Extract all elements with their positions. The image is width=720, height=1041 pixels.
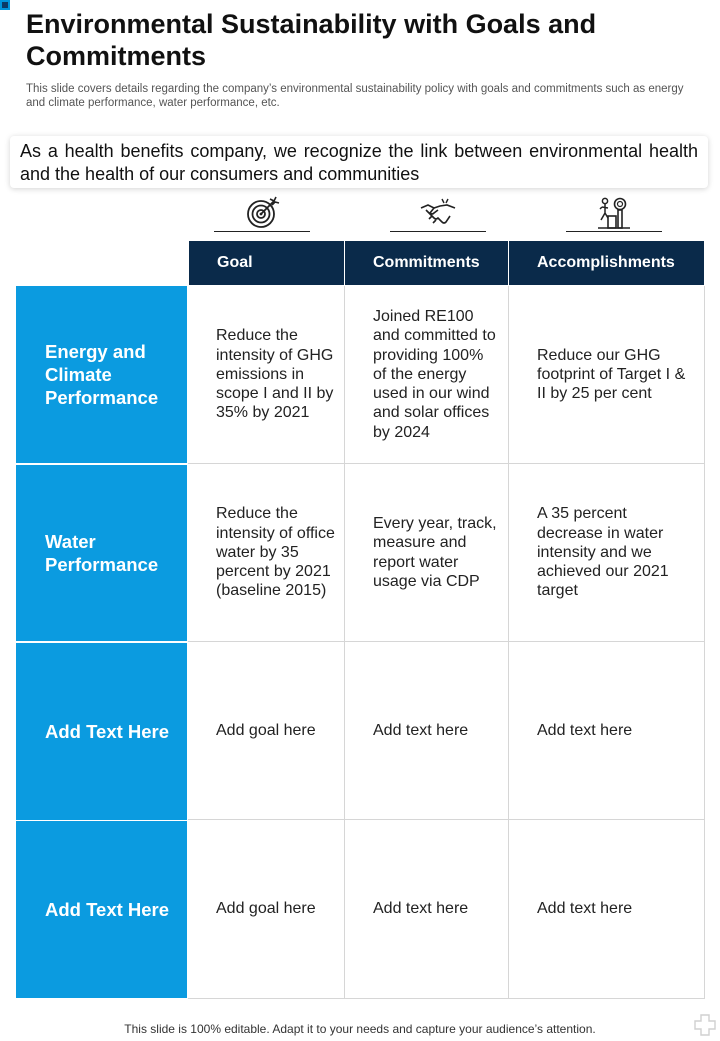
commitment-cell: Add text here bbox=[345, 642, 509, 820]
commitment-cell: Joined RE100 and committed to providing 100% of the energy used in our wind and solar offices by 2024 bbox=[345, 286, 509, 464]
intro-text: As a health benefits company, we recognize the link between environmental health and the health of our consumers and communities bbox=[20, 141, 698, 184]
handshake-icon bbox=[390, 196, 486, 232]
row-label-energy: Energy and Climate Performance bbox=[16, 286, 187, 463]
page-subtitle: This slide covers details regarding the company’s environmental sustainability policy with goals and commitments such as energy and climate performance, water performance, etc. bbox=[26, 83, 684, 109]
goal-cell: Add goal here bbox=[188, 820, 345, 999]
intro-box bbox=[10, 136, 708, 188]
commitment-cell: Every year, track, measure and report water usage via CDP bbox=[345, 464, 509, 642]
accomplishment-cell: A 35 percent decrease in water intensity and we achieved our 2021 target bbox=[509, 464, 705, 642]
row-label-water: Water Performance bbox=[16, 465, 187, 641]
achievement-icon bbox=[566, 196, 662, 232]
icon-underline bbox=[566, 231, 662, 232]
footer-note: This slide is 100% editable. Adapt it to your needs and capture your audience’s attention. bbox=[124, 1022, 596, 1036]
column-header-goal: Goal bbox=[189, 241, 344, 285]
row-label-add-text: Add Text Here bbox=[16, 821, 187, 998]
accomplishment-cell: Reduce our GHG footprint of Target I & II by 25 per cent bbox=[509, 286, 705, 464]
goal-cell: Reduce the intensity of office water by 35 percent by 2021 (baseline 2015) bbox=[188, 464, 345, 642]
accomplishment-cell: Add text here bbox=[509, 642, 705, 820]
puzzle-icon bbox=[694, 1014, 716, 1036]
icon-underline bbox=[390, 231, 486, 232]
goal-cell: Reduce the intensity of GHG emissions in scope I and II by 35% by 2021 bbox=[188, 286, 345, 464]
accomplishment-cell: Add text here bbox=[509, 820, 705, 999]
column-header-accomplishments: Accomplishments bbox=[509, 241, 704, 285]
commitment-cell: Add text here bbox=[345, 820, 509, 999]
target-icon bbox=[214, 196, 310, 232]
goal-cell: Add goal here bbox=[188, 642, 345, 820]
row-label-add-text: Add Text Here bbox=[16, 643, 187, 820]
icon-underline bbox=[214, 231, 310, 232]
page-title: Environmental Sustainability with Goals and Commitments bbox=[26, 9, 597, 71]
corner-mark bbox=[0, 0, 10, 10]
column-header-commitments: Commitments bbox=[345, 241, 508, 285]
